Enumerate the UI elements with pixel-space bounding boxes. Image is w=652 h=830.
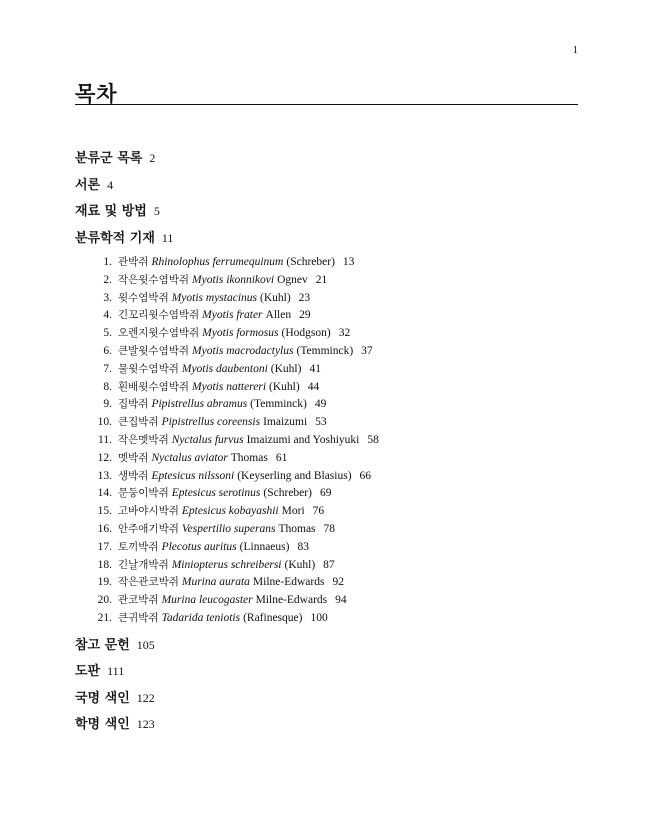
species-number: 13.	[97, 469, 112, 482]
species-number: 18.	[97, 558, 112, 571]
species-author: (Keyserling and Blasius)	[237, 469, 352, 482]
species-korean-name: 큰집박쥐	[118, 416, 159, 429]
species-page: 29	[299, 309, 311, 322]
species-scientific-name: Myotis frater	[202, 309, 263, 322]
species-entry[interactable]	[75, 307, 578, 325]
title-rule	[75, 104, 578, 105]
toc-entry-page: 123	[136, 717, 155, 732]
species-korean-name: 작은윗수염박쥐	[118, 273, 190, 286]
species-scientific-name: Tadarida teniotis	[161, 611, 241, 624]
species-number: 3.	[103, 291, 112, 304]
species-author: Milne-Edwards	[252, 576, 325, 589]
species-scientific-name: Plecotus auritus	[161, 540, 237, 553]
species-page: 23	[298, 291, 311, 304]
species-page: 44	[307, 380, 320, 393]
toc-entry-page: 105	[136, 637, 155, 652]
toc-entry-page: 4	[107, 177, 114, 192]
page-title: 목차	[75, 82, 118, 106]
species-page: 37	[361, 344, 373, 357]
species-page: 41	[309, 362, 321, 375]
species-scientific-name: Eptesicus nilssoni	[151, 469, 235, 482]
species-number: 21.	[97, 611, 112, 624]
species-korean-name: 안주애기박쥐	[118, 522, 179, 535]
species-author: Imaizumi and Yoshiyuki	[246, 433, 360, 446]
species-korean-name: 긴날개박쥐	[118, 558, 169, 571]
species-page: 78	[323, 522, 336, 535]
toc-sections-before	[75, 145, 578, 251]
species-number: 5.	[103, 327, 112, 340]
species-page: 76	[312, 505, 325, 518]
species-korean-name: 큰귀박쥐	[118, 611, 159, 624]
toc-entry[interactable]	[75, 145, 578, 172]
species-author: (Temminck)	[296, 344, 354, 357]
toc-entry[interactable]	[75, 658, 578, 685]
species-korean-name: 흰배윗수염박쥐	[118, 380, 190, 393]
species-entry[interactable]	[75, 521, 578, 539]
species-author: (Temminck)	[250, 398, 307, 411]
toc-entry-label: 학명 색인	[75, 717, 130, 733]
species-korean-name: 윗수염박쥐	[118, 291, 169, 304]
toc-entry-page: 2	[149, 151, 156, 165]
species-entry[interactable]	[75, 325, 578, 343]
species-scientific-name: Vespertilio superans	[181, 522, 276, 535]
species-number: 19.	[97, 576, 112, 589]
table-of-contents	[75, 145, 578, 738]
species-author: Allen	[265, 309, 292, 322]
species-page: 53	[315, 416, 327, 429]
toc-entry[interactable]	[75, 172, 578, 199]
species-author: Thomas	[278, 522, 316, 535]
species-scientific-name: Murina leucogaster	[161, 594, 253, 607]
toc-entry-page: 122	[136, 690, 155, 705]
species-page: 69	[319, 487, 332, 500]
species-number: 6.	[103, 344, 112, 357]
species-entry[interactable]	[75, 557, 578, 575]
species-author: (Rafinesque)	[243, 611, 303, 624]
species-page: 49	[314, 398, 327, 411]
species-number: 7.	[103, 362, 112, 375]
toc-sections-after	[75, 632, 578, 738]
species-page: 61	[275, 451, 288, 464]
species-author: Imaizumi	[263, 416, 308, 429]
toc-entry-label: 도판	[75, 664, 101, 680]
species-entry[interactable]	[75, 379, 578, 397]
species-entry[interactable]	[75, 485, 578, 503]
species-author: (Kuhl)	[270, 362, 302, 375]
species-author: Ognev	[277, 273, 308, 286]
species-scientific-name: Rhinolophus ferrumequinum	[151, 256, 284, 268]
page-number: 1	[572, 44, 578, 56]
toc-entry-label: 분류군 목록	[75, 151, 143, 166]
toc-entry-page: 5	[153, 204, 160, 218]
species-page: 66	[359, 469, 372, 482]
species-scientific-name: Nyctalus aviator	[151, 451, 228, 464]
species-entry[interactable]	[75, 503, 578, 521]
species-entry[interactable]	[75, 432, 578, 450]
species-scientific-name: Myotis nattereri	[192, 380, 267, 393]
toc-entry-label: 서론	[75, 177, 101, 193]
species-number: 4.	[103, 309, 112, 322]
species-entry[interactable]	[75, 574, 578, 592]
species-number: 14.	[97, 487, 112, 500]
species-entry[interactable]	[75, 272, 578, 290]
species-page: 94	[335, 594, 347, 607]
species-author: Milne-Edwards	[255, 594, 328, 607]
species-author: (Hodgson)	[281, 327, 331, 340]
species-entry[interactable]	[75, 254, 578, 272]
species-entry[interactable]	[75, 343, 578, 361]
species-korean-name: 관코박쥐	[118, 594, 159, 607]
toc-entry-label: 재료 및 방법	[75, 204, 147, 219]
species-scientific-name: Myotis macrodactylus	[192, 344, 294, 357]
toc-entry-label: 참고 문헌	[75, 637, 130, 653]
species-number: 1.	[103, 256, 112, 268]
species-number: 17.	[97, 540, 112, 553]
species-scientific-name: Murina aurata	[181, 576, 250, 589]
toc-entry-label: 국명 색인	[75, 690, 130, 706]
species-korean-name: 작은멧박쥐	[118, 433, 169, 446]
species-korean-name: 큰발윗수염박쥐	[118, 344, 190, 357]
species-author: (Schreber)	[286, 256, 335, 268]
species-page: 13	[342, 256, 355, 268]
species-entry[interactable]	[75, 539, 578, 557]
species-page: 21	[315, 273, 328, 286]
species-number: 2.	[103, 273, 112, 286]
species-scientific-name: Eptesicus serotinus	[171, 487, 261, 500]
species-entry[interactable]	[75, 290, 578, 308]
species-author: (Linnaeus)	[239, 540, 290, 553]
toc-entry[interactable]	[75, 198, 578, 225]
species-entry[interactable]	[75, 361, 578, 379]
toc-entry[interactable]	[75, 711, 578, 738]
species-page: 83	[297, 540, 309, 553]
species-author: Thomas	[230, 451, 268, 464]
species-korean-name: 오렌지윗수염박쥐	[118, 327, 200, 340]
species-scientific-name: Eptesicus kobayashii	[181, 505, 279, 518]
species-scientific-name: Myotis mystacinus	[171, 291, 257, 304]
species-scientific-name: Myotis ikonnikovi	[192, 273, 275, 286]
species-number: 9.	[103, 398, 112, 411]
species-page: 92	[332, 576, 344, 589]
species-korean-name: 집박쥐	[118, 398, 149, 411]
toc-entry[interactable]	[75, 225, 578, 252]
species-entry[interactable]	[75, 592, 578, 610]
species-number: 10.	[97, 416, 112, 429]
species-author: Mori	[281, 505, 305, 518]
species-korean-name: 토끼박쥐	[118, 540, 159, 553]
species-page: 32	[338, 327, 351, 340]
species-list	[75, 254, 578, 628]
species-scientific-name: Pipistrellus coreensis	[161, 416, 261, 429]
species-scientific-name: Nyctalus furvus	[171, 433, 244, 446]
toc-entry-page: 11	[161, 230, 174, 245]
species-author: (Kuhl)	[260, 291, 291, 304]
toc-entry-page: 111	[107, 664, 125, 679]
species-korean-name: 긴꼬리윗수염박쥐	[118, 309, 200, 322]
species-author: (Kuhl)	[284, 558, 316, 571]
species-number: 15.	[97, 505, 112, 518]
toc-entry-label: 분류학적 기재	[75, 230, 155, 246]
species-korean-name: 멧박쥐	[118, 451, 149, 464]
species-page: 58	[367, 433, 379, 446]
species-korean-name: 생박쥐	[118, 469, 149, 482]
species-korean-name: 물윗수염박쥐	[118, 362, 179, 375]
species-scientific-name: Miniopterus schreibersi	[171, 558, 282, 571]
species-page: 100	[310, 611, 328, 624]
species-number: 20.	[97, 594, 112, 607]
species-number: 16.	[97, 522, 112, 535]
species-korean-name: 관박쥐	[118, 256, 149, 268]
species-scientific-name: Myotis formosus	[202, 327, 279, 340]
species-korean-name: 작은관코박쥐	[118, 576, 179, 589]
species-author: (Schreber)	[263, 487, 312, 500]
toc-entry[interactable]	[75, 685, 578, 712]
toc-entry[interactable]	[75, 632, 578, 659]
species-entry[interactable]	[75, 468, 578, 486]
species-entry[interactable]	[75, 450, 578, 468]
species-scientific-name: Myotis daubentoni	[181, 362, 268, 375]
species-entry[interactable]	[75, 414, 578, 432]
species-entry[interactable]	[75, 610, 578, 628]
species-number: 8.	[103, 380, 112, 393]
species-page: 87	[323, 558, 335, 571]
species-number: 12.	[97, 451, 112, 464]
species-korean-name: 문둥이박쥐	[118, 487, 169, 500]
species-number: 11.	[98, 433, 112, 446]
species-korean-name: 고바야시박쥐	[118, 505, 179, 518]
species-scientific-name: Pipistrellus abramus	[151, 398, 248, 411]
species-entry[interactable]	[75, 396, 578, 414]
species-author: (Kuhl)	[269, 380, 300, 393]
